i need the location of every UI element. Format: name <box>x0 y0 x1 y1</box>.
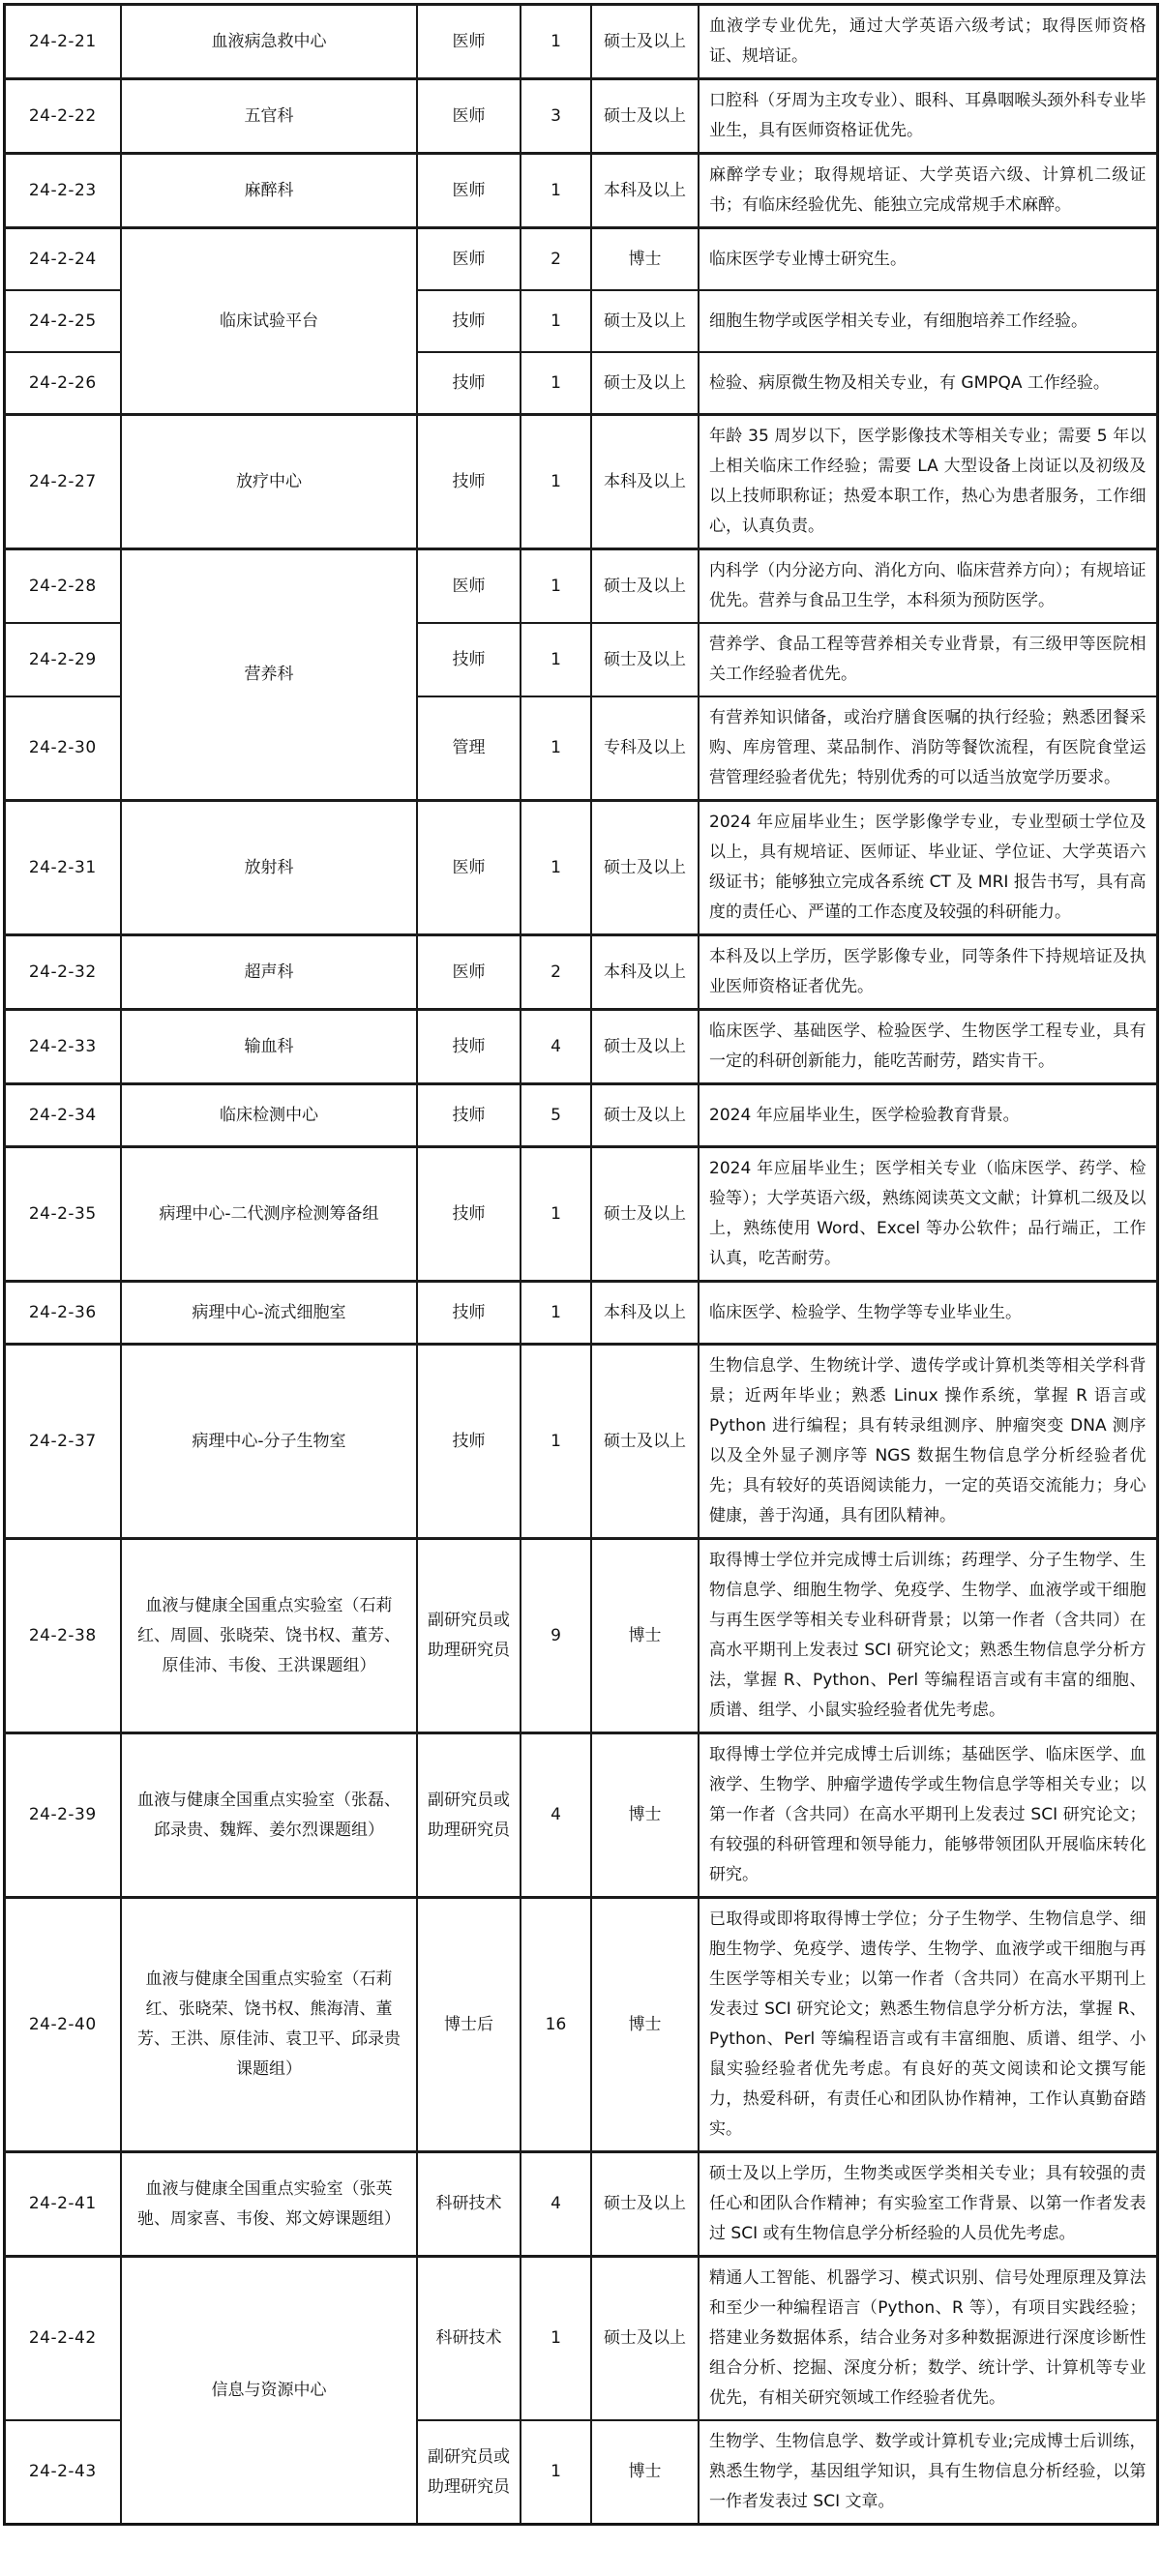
education-cell: 硕士及以上 <box>591 5 699 79</box>
headcount-cell: 1 <box>521 623 591 696</box>
requirements-cell: 有营养知识储备，或治疗膳食医嘱的执行经验；熟悉团餐采购、库房管理、菜品制作、消防等餐饮流程，有医院食堂运营管理经验者优先；特别优秀的可以适当放宽学历要求。 <box>699 696 1157 801</box>
job-code-cell: 24-2-23 <box>4 154 121 228</box>
job-code-cell: 24-2-41 <box>4 2152 121 2257</box>
position-cell: 技师 <box>417 623 521 696</box>
job-code-cell: 24-2-30 <box>4 696 121 801</box>
requirements-cell: 细胞生物学或医学相关专业，有细胞培养工作经验。 <box>699 290 1157 352</box>
job-code-cell: 24-2-33 <box>4 1010 121 1084</box>
headcount-cell: 1 <box>521 415 591 549</box>
department-cell: 血液与健康全国重点实验室（石莉红、张晓荣、饶书权、熊海清、董芳、王洪、原佳沛、袁卫平、邱录贵课题组） <box>121 1898 417 2152</box>
education-cell: 博士 <box>591 1733 699 1898</box>
table-row <box>4 2152 1157 2257</box>
job-code-cell: 24-2-42 <box>4 2257 121 2421</box>
education-cell: 硕士及以上 <box>591 1010 699 1084</box>
position-cell: 技师 <box>417 352 521 415</box>
position-cell: 科研技术 <box>417 2152 521 2257</box>
position-cell: 医师 <box>417 5 521 79</box>
table-row <box>4 154 1157 228</box>
table-row <box>4 1084 1157 1147</box>
requirements-cell: 生物信息学、生物统计学、遗传学或计算机类等相关学科背景；近两年毕业；熟悉 Linux 操作系统，掌握 R 语言或 Python 进行编程；具有转录组测序、肿瘤突变 DNA 测序以及全外显子测序等 NGS 数据生物信息学分析经验者优先；具有较好的英语阅读能力，一定的英语交流能力；身心健康，善于沟通，具有团队精神。 <box>699 1345 1157 1539</box>
department-cell: 放疗中心 <box>121 415 417 549</box>
requirements-cell: 营养学、食品工程等营养相关专业背景，有三级甲等医院相关工作经验者优先。 <box>699 623 1157 696</box>
headcount-cell: 1 <box>521 696 591 801</box>
table-row <box>4 1345 1157 1539</box>
position-cell: 医师 <box>417 935 521 1010</box>
position-cell: 技师 <box>417 1010 521 1084</box>
headcount-cell: 1 <box>521 2420 591 2525</box>
table-row <box>4 2257 1157 2421</box>
department-cell: 临床试验平台 <box>121 228 417 415</box>
position-cell: 管理 <box>417 696 521 801</box>
position-cell: 副研究员或助理研究员 <box>417 1733 521 1898</box>
table-row <box>4 228 1157 291</box>
department-cell: 血液病急救中心 <box>121 5 417 79</box>
education-cell: 硕士及以上 <box>591 1345 699 1539</box>
job-code-cell: 24-2-38 <box>4 1539 121 1733</box>
job-code-cell: 24-2-39 <box>4 1733 121 1898</box>
department-cell: 五官科 <box>121 79 417 154</box>
requirements-cell: 临床医学、检验学、生物学等专业毕业生。 <box>699 1282 1157 1345</box>
education-cell: 本科及以上 <box>591 415 699 549</box>
education-cell: 硕士及以上 <box>591 79 699 154</box>
department-cell: 营养科 <box>121 549 417 801</box>
job-code-cell: 24-2-29 <box>4 623 121 696</box>
headcount-cell: 1 <box>521 549 591 624</box>
education-cell: 专科及以上 <box>591 696 699 801</box>
job-code-cell: 24-2-43 <box>4 2420 121 2525</box>
headcount-cell: 16 <box>521 1898 591 2152</box>
table-row <box>4 1733 1157 1898</box>
headcount-cell: 1 <box>521 801 591 935</box>
education-cell: 硕士及以上 <box>591 2152 699 2257</box>
headcount-cell: 1 <box>521 1282 591 1345</box>
department-cell: 临床检测中心 <box>121 1084 417 1147</box>
job-code-cell: 24-2-27 <box>4 415 121 549</box>
department-cell: 病理中心-流式细胞室 <box>121 1282 417 1345</box>
headcount-cell: 1 <box>521 2257 591 2421</box>
position-cell: 博士后 <box>417 1898 521 2152</box>
job-code-cell: 24-2-31 <box>4 801 121 935</box>
table-row <box>4 79 1157 154</box>
position-cell: 医师 <box>417 79 521 154</box>
headcount-cell: 1 <box>521 1147 591 1282</box>
requirements-cell: 临床医学、基础医学、检验医学、生物医学工程专业，具有一定的科研创新能力，能吃苦耐劳，踏实肯干。 <box>699 1010 1157 1084</box>
job-code-cell: 24-2-26 <box>4 352 121 415</box>
job-code-cell: 24-2-22 <box>4 79 121 154</box>
education-cell: 硕士及以上 <box>591 2257 699 2421</box>
position-cell: 医师 <box>417 154 521 228</box>
position-cell: 科研技术 <box>417 2257 521 2421</box>
table-row <box>4 1147 1157 1282</box>
requirements-cell: 内科学（内分泌方向、消化方向、临床营养方向）；有规培证优先。营养与食品卫生学，本科须为预防医学。 <box>699 549 1157 624</box>
job-code-cell: 24-2-24 <box>4 228 121 291</box>
table-row <box>4 1282 1157 1345</box>
headcount-cell: 3 <box>521 79 591 154</box>
requirements-cell: 2024 年应届毕业生，医学检验教育背景。 <box>699 1084 1157 1147</box>
table-row <box>4 935 1157 1010</box>
headcount-cell: 1 <box>521 1345 591 1539</box>
department-cell: 输血科 <box>121 1010 417 1084</box>
position-cell: 副研究员或助理研究员 <box>417 2420 521 2525</box>
requirements-cell: 本科及以上学历，医学影像专业，同等条件下持规培证及执业医师资格证者优先。 <box>699 935 1157 1010</box>
position-cell: 技师 <box>417 1345 521 1539</box>
table-row <box>4 1898 1157 2152</box>
requirements-cell: 口腔科（牙周为主攻专业）、眼科、耳鼻咽喉头颈外科专业毕业生，具有医师资格证优先。 <box>699 79 1157 154</box>
job-code-cell: 24-2-35 <box>4 1147 121 1282</box>
requirements-cell: 硕士及以上学历，生物类或医学类相关专业；具有较强的责任心和团队合作精神；有实验室工作背景、以第一作者发表过 SCI 或有生物信息学分析经验的人员优先考虑。 <box>699 2152 1157 2257</box>
job-code-cell: 24-2-28 <box>4 549 121 624</box>
requirements-cell: 取得博士学位并完成博士后训练；药理学、分子生物学、生物信息学、细胞生物学、免疫学、生物学、血液学或干细胞与再生医学等相关专业科研背景；以第一作者（含共同）在高水平期刊上发表过 SCI 研究论文；熟悉生物信息学分析方法，掌握 R、Python、Perl 等编程语言或有丰富的细胞、质谱、组学、小鼠实验经验者优先考虑。 <box>699 1539 1157 1733</box>
headcount-cell: 2 <box>521 935 591 1010</box>
department-cell: 血液与健康全国重点实验室（石莉红、周圆、张晓荣、饶书权、董芳、原佳沛、韦俊、王洪课题组） <box>121 1539 417 1733</box>
headcount-cell: 4 <box>521 2152 591 2257</box>
education-cell: 博士 <box>591 1898 699 2152</box>
department-cell: 病理中心-分子生物室 <box>121 1345 417 1539</box>
requirements-cell: 精通人工智能、机器学习、模式识别、信号处理原理及算法和至少一种编程语言（Python、R 等），有项目实践经验；搭建业务数据体系，结合业务对多种数据源进行深度诊断性组合分析、挖掘、深度分析；数学、统计学、计算机等专业优先，有相关研究领域工作经验者优先。 <box>699 2257 1157 2421</box>
headcount-cell: 9 <box>521 1539 591 1733</box>
table-row <box>4 1010 1157 1084</box>
department-cell: 放射科 <box>121 801 417 935</box>
department-cell: 麻醉科 <box>121 154 417 228</box>
job-code-cell: 24-2-21 <box>4 5 121 79</box>
position-cell: 医师 <box>417 549 521 624</box>
department-cell: 超声科 <box>121 935 417 1010</box>
headcount-cell: 1 <box>521 154 591 228</box>
department-cell: 血液与健康全国重点实验室（张磊、邱录贵、魏辉、姜尔烈课题组） <box>121 1733 417 1898</box>
position-cell: 技师 <box>417 415 521 549</box>
headcount-cell: 4 <box>521 1010 591 1084</box>
education-cell: 博士 <box>591 1539 699 1733</box>
requirements-cell: 生物学、生物信息学、数学或计算机专业;完成博士后训练，熟悉生物学，基因组学知识，具有生物信息分析经验，以第一作者发表过 SCI 文章。 <box>699 2420 1157 2525</box>
education-cell: 硕士及以上 <box>591 549 699 624</box>
table-row <box>4 5 1157 79</box>
requirements-cell: 麻醉学专业；取得规培证、大学英语六级、计算机二级证书；有临床经验优先、能独立完成常规手术麻醉。 <box>699 154 1157 228</box>
education-cell: 硕士及以上 <box>591 1084 699 1147</box>
table-row <box>4 415 1157 549</box>
education-cell: 硕士及以上 <box>591 801 699 935</box>
headcount-cell: 1 <box>521 290 591 352</box>
job-code-cell: 24-2-32 <box>4 935 121 1010</box>
education-cell: 硕士及以上 <box>591 352 699 415</box>
job-code-cell: 24-2-34 <box>4 1084 121 1147</box>
requirements-cell: 临床医学专业博士研究生。 <box>699 228 1157 291</box>
education-cell: 硕士及以上 <box>591 1147 699 1282</box>
job-code-cell: 24-2-40 <box>4 1898 121 2152</box>
education-cell: 本科及以上 <box>591 1282 699 1345</box>
position-cell: 医师 <box>417 228 521 291</box>
education-cell: 本科及以上 <box>591 154 699 228</box>
recruitment-table <box>3 3 1159 2526</box>
headcount-cell: 2 <box>521 228 591 291</box>
education-cell: 本科及以上 <box>591 935 699 1010</box>
requirements-cell: 年龄 35 周岁以下，医学影像技术等相关专业；需要 5 年以上相关临床工作经验；需要 LA 大型设备上岗证以及初级及以上技师职称证；热爱本职工作，热心为患者服务，工作细心，认真负责。 <box>699 415 1157 549</box>
education-cell: 博士 <box>591 2420 699 2525</box>
education-cell: 博士 <box>591 228 699 291</box>
requirements-cell: 取得博士学位并完成博士后训练；基础医学、临床医学、血液学、生物学、肿瘤学遗传学或生物信息学等相关专业；以第一作者（含共同）在高水平期刊上发表过 SCI 研究论文；有较强的科研管理和领导能力，能够带领团队开展临床转化研究。 <box>699 1733 1157 1898</box>
position-cell: 技师 <box>417 1147 521 1282</box>
department-cell: 病理中心-二代测序检测筹备组 <box>121 1147 417 1282</box>
department-cell: 信息与资源中心 <box>121 2257 417 2525</box>
education-cell: 硕士及以上 <box>591 290 699 352</box>
position-cell: 技师 <box>417 1084 521 1147</box>
job-code-cell: 24-2-37 <box>4 1345 121 1539</box>
table-row <box>4 801 1157 935</box>
job-code-cell: 24-2-36 <box>4 1282 121 1345</box>
position-cell: 医师 <box>417 801 521 935</box>
requirements-cell: 血液学专业优先，通过大学英语六级考试；取得医师资格证、规培证。 <box>699 5 1157 79</box>
headcount-cell: 5 <box>521 1084 591 1147</box>
table-row <box>4 549 1157 624</box>
requirements-cell: 2024 年应届毕业生；医学影像学专业，专业型硕士学位及以上，具有规培证、医师证、毕业证、学位证、大学英语六级证书；能够独立完成各系统 CT 及 MRI 报告书写，具有高度的责任心、严谨的工作态度及较强的科研能力。 <box>699 801 1157 935</box>
department-cell: 血液与健康全国重点实验室（张英驰、周家喜、韦俊、郑文婷课题组） <box>121 2152 417 2257</box>
requirements-cell: 检验、病原微生物及相关专业，有 GMPQA 工作经验。 <box>699 352 1157 415</box>
table-row <box>4 1539 1157 1733</box>
position-cell: 副研究员或助理研究员 <box>417 1539 521 1733</box>
job-code-cell: 24-2-25 <box>4 290 121 352</box>
headcount-cell: 4 <box>521 1733 591 1898</box>
headcount-cell: 1 <box>521 5 591 79</box>
education-cell: 硕士及以上 <box>591 623 699 696</box>
position-cell: 技师 <box>417 1282 521 1345</box>
headcount-cell: 1 <box>521 352 591 415</box>
requirements-cell: 2024 年应届毕业生；医学相关专业（临床医学、药学、检验等）；大学英语六级，熟练阅读英文文献；计算机二级及以上，熟练使用 Word、Excel 等办公软件；品行端正，工作认真，吃苦耐劳。 <box>699 1147 1157 1282</box>
position-cell: 技师 <box>417 290 521 352</box>
requirements-cell: 已取得或即将取得博士学位；分子生物学、生物信息学、细胞生物学、免疫学、遗传学、生物学、血液学或干细胞与再生医学等相关专业；以第一作者（含共同）在高水平期刊上发表过 SCI 研究论文；熟悉生物信息学分析方法，掌握 R、Python、Perl 等编程语言或有丰富细胞、质谱、组学、小鼠实验经验者优先考虑。有良好的英文阅读和论文撰写能力，热爱科研，有责任心和团队协作精神，工作认真勤奋踏实。 <box>699 1898 1157 2152</box>
